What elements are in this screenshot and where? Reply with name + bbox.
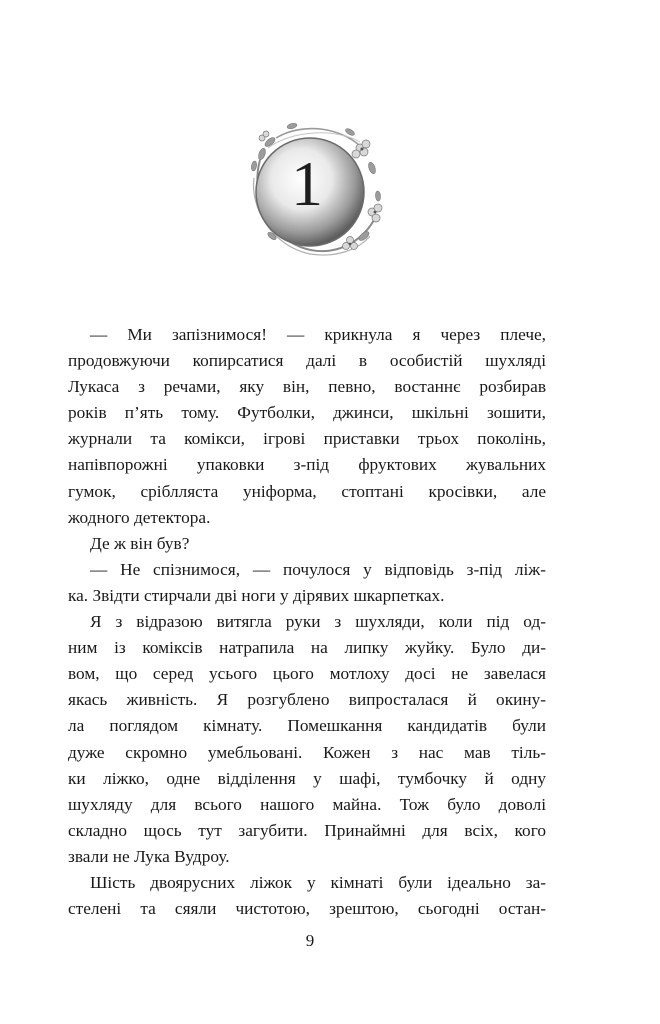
text-line: гумок, сріблляста уніформа, стоптані кросівки, але — [68, 481, 546, 501]
text-line: Де ж він був? — [90, 533, 190, 553]
text-line: звали не Лука Вудроу. — [68, 846, 230, 866]
text-line: жодного детектора. — [68, 507, 211, 527]
text-line: журнали та комікси, ігрові приставки трьох поколінь, — [68, 429, 546, 449]
text-line: ла поглядом кімнату. Помешкання кандидатів були — [68, 716, 546, 736]
text-line: продовжуючи копирсатися далі в особистій шухляді — [68, 351, 546, 371]
body-text — [68, 322, 546, 922]
text-line: ка. Звідти стирчали дві ноги у дірявих шкарпетках. — [68, 585, 445, 605]
text-line: — Не спізнимося, — почулося у відповідь з-під ліж- — [90, 559, 546, 579]
text-line: років п’ять тому. Футболки, джинси, шкільні зошити, — [68, 403, 546, 423]
text-line: ки ліжко, одне відділення у шафі, тумбочку й одну — [68, 768, 546, 788]
text-line: шухляду для всього нашого майна. Тож було доволі — [68, 794, 546, 814]
page-number: 9 — [305, 931, 315, 950]
text-line: — Ми запізнимося! — крикнула я через плече, — [90, 325, 546, 344]
text-line: складно щось тут загубити. Принаймні для всіх, кого — [68, 820, 546, 840]
text-line: стелені та сяяли чистотою, зрештою, сьогодні остан- — [68, 899, 546, 919]
text-line: напівпорожні упаковки з-під фруктових жувальних — [68, 455, 546, 475]
paragraph — [68, 322, 546, 531]
text-line: вом, що серед усього цього мотлоху досі не завелася — [68, 664, 546, 684]
text-line: якась живність. Я розгублено випросталася й окину- — [68, 690, 546, 710]
text-line: Лукаса з речами, яку він, певно, востаннє розбирав — [68, 377, 546, 397]
paragraph — [68, 870, 546, 922]
paragraph — [68, 609, 546, 870]
paragraph — [68, 557, 546, 609]
text-line: Шість двоярусних ліжок у кімнаті були ідеально за- — [90, 872, 546, 892]
text-line: Я з відразою витягла руки з шухляди, коли під од- — [90, 612, 546, 632]
chapter-number: 1 — [291, 148, 323, 219]
paragraph — [68, 531, 546, 557]
text-line: дуже скромно умебльовані. Кожен з нас мав тіль- — [68, 742, 546, 762]
text-line: ним із коміксів натрапила на липку жуйку. Було ди- — [68, 638, 546, 658]
